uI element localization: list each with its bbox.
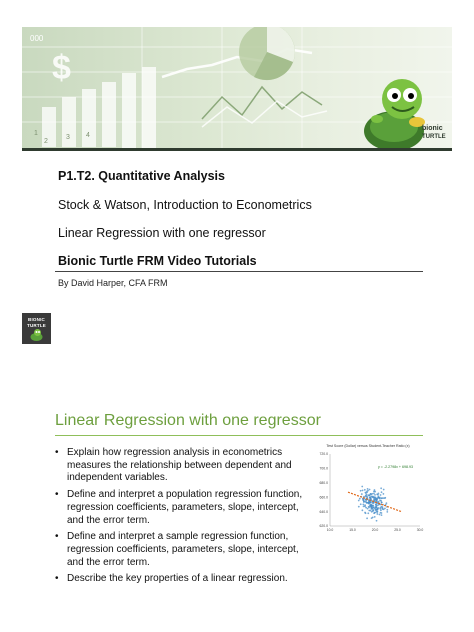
scatter-point [361,493,363,495]
svg-text:1: 1 [34,130,38,137]
list-item: • Describe the key properties of a linear regression. [55,573,315,586]
title-divider [55,271,423,272]
scatter-point [361,509,363,511]
scatter-point [374,499,376,501]
bionic-turtle-logo: BIONIC TURTLE [22,313,51,344]
scatter-point [383,489,385,491]
scatter-point [380,512,382,514]
scatter-point [371,517,373,519]
scatter-point [381,502,383,504]
author-line: By David Harper, CFA FRM [58,278,168,288]
scatter-point [374,512,376,514]
scatter-point [371,508,373,510]
chart-title: Test Score (Dollar) versus Student-Teacher Ratio (x) [326,444,410,448]
scatter-point [361,486,363,488]
scatter-point [365,492,367,494]
x-tick-label: 10.0 [326,528,334,532]
objectives-list [55,447,315,590]
scatter-point [377,511,379,513]
trend-equation: y = -2.2798x + 698.93 [378,465,413,469]
svg-text:3: 3 [66,134,70,141]
scatter-point [373,493,375,495]
book-title: Stock & Watson, Introduction to Econometrics [58,198,312,212]
header-banner [22,27,452,148]
scatter-point [377,509,379,511]
scatter-point [379,508,381,510]
scatter-point [366,517,368,519]
scatter-point [370,494,372,496]
scatter-point [386,511,388,513]
list-item: • Define and interpret a population regression function, regression coefficients, parameters, slope, intercept, and the error term. [55,489,315,527]
svg-text:bionic: bionic [422,125,443,132]
scatter-point [367,508,369,510]
scatter-point [384,497,386,499]
scatter-point [372,510,374,512]
scatter-point [367,512,369,514]
scatter-point [379,514,381,516]
scatter-point [367,502,369,504]
scatter-point [386,502,388,504]
scatter-point [371,511,373,513]
banner-artwork [22,27,452,148]
list-item: • Explain how regression analysis in econometrics measures the relationship between dependent and independent variables. [55,447,315,485]
scatter-point [374,491,376,493]
deck-title: P1.T2. Quantitative Analysis [58,169,225,183]
scatter-point [372,505,374,507]
regression-scatter-chart [308,440,428,540]
topic-title: Linear Regression with one regressor [58,226,266,240]
y-tick-label: 660.0 [319,495,328,500]
objectives-divider [55,435,423,436]
scatter-point [359,498,361,500]
scatter-point [366,496,368,498]
objectives-title: Linear Regression with one regressor [55,412,321,429]
turtle-logo-icon [22,313,51,344]
svg-text:000: 000 [30,34,44,43]
scatter-point [362,504,364,506]
scatter-point [363,501,365,503]
scatter-point [376,499,378,501]
scatter-point [360,503,362,505]
scatter-point [386,509,388,511]
scatter-point [364,504,366,506]
scatter-point [375,497,377,499]
scatter-point [374,489,376,491]
banner-divider [22,148,452,151]
scatter-point [380,509,382,511]
scatter-point [380,487,382,489]
x-tick-label: 20.0 [371,528,379,532]
scatter-point [360,490,362,492]
scatter-point [376,493,378,495]
svg-text:TURTLE: TURTLE [422,134,446,140]
scatter-point [379,498,381,500]
scatter-point [373,496,375,498]
series-title: Bionic Turtle FRM Video Tutorials [58,254,257,268]
scatter-point [378,501,380,503]
scatter-point [381,491,383,493]
scatter-point [362,499,364,501]
svg-text:$: $ [52,49,71,87]
y-tick-label: 700.0 [319,466,328,471]
scatter-point [369,495,371,497]
x-tick-label: 30.0 [416,528,424,532]
scatter-point [367,488,369,490]
scatter-point [364,489,366,491]
scatter-point [358,506,360,508]
scatter-point [382,497,384,499]
scatter-point [381,514,383,516]
x-tick-label: 15.0 [349,528,356,532]
scatter-point [370,501,372,503]
scatter-point [368,510,370,512]
list-item: • Define and interpret a sample regression function, regression coefficients, parameters, slope, intercept, and the error term. [55,531,315,569]
scatter-point [368,507,370,509]
y-tick-label: 640.0 [319,509,328,514]
scatter-point [379,500,381,502]
svg-text:2: 2 [44,138,48,145]
scatter-point [382,506,384,508]
scatter-point [382,493,384,495]
scatter-point [375,509,377,511]
scatter-point [377,504,379,506]
scatter-point [375,504,377,506]
turtle-mascot-icon [364,79,425,148]
y-tick-label: 680.0 [319,481,328,485]
svg-text:4: 4 [86,132,90,139]
scatter-point [358,500,360,502]
scatter-point [369,489,371,491]
scatter-point [383,508,385,510]
scatter-point [369,496,371,498]
scatter-point [366,494,368,496]
scatter-point [374,516,376,518]
y-tick-label: 720.0 [319,452,328,457]
scatter-point [376,513,378,515]
scatter-point [380,494,382,496]
scatter-point [376,520,378,522]
y-tick-label: 620.0 [319,524,328,529]
scatter-point [362,490,364,492]
scatter-point [365,512,367,514]
scatter-point [375,507,377,509]
x-tick-label: 25.0 [394,528,401,532]
